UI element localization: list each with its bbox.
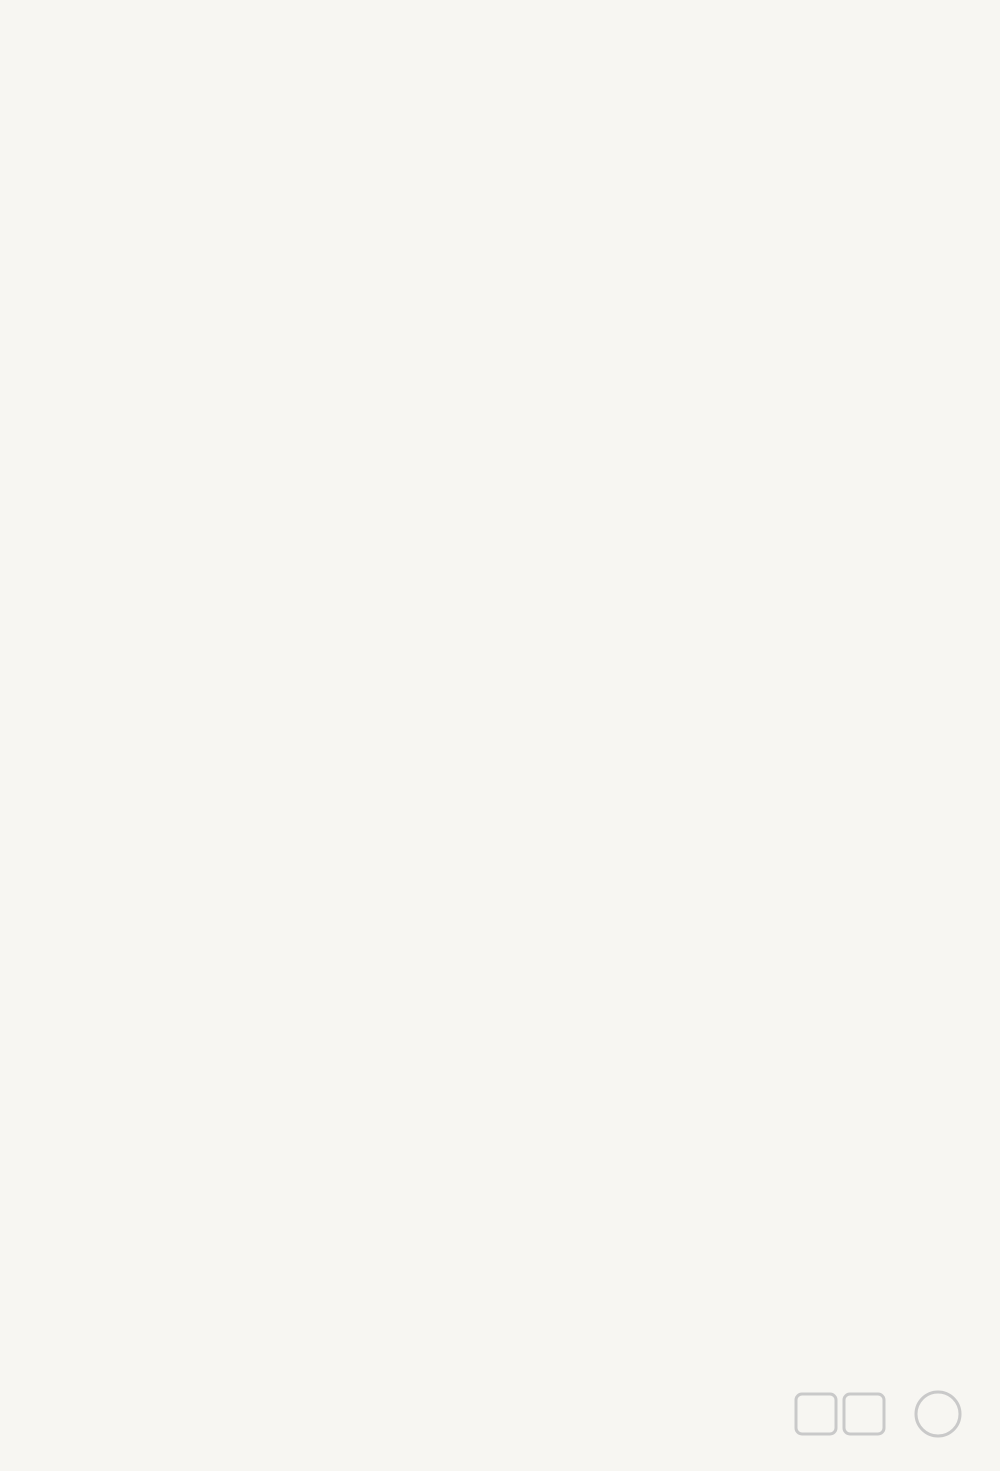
watermark-logo — [788, 1390, 988, 1465]
